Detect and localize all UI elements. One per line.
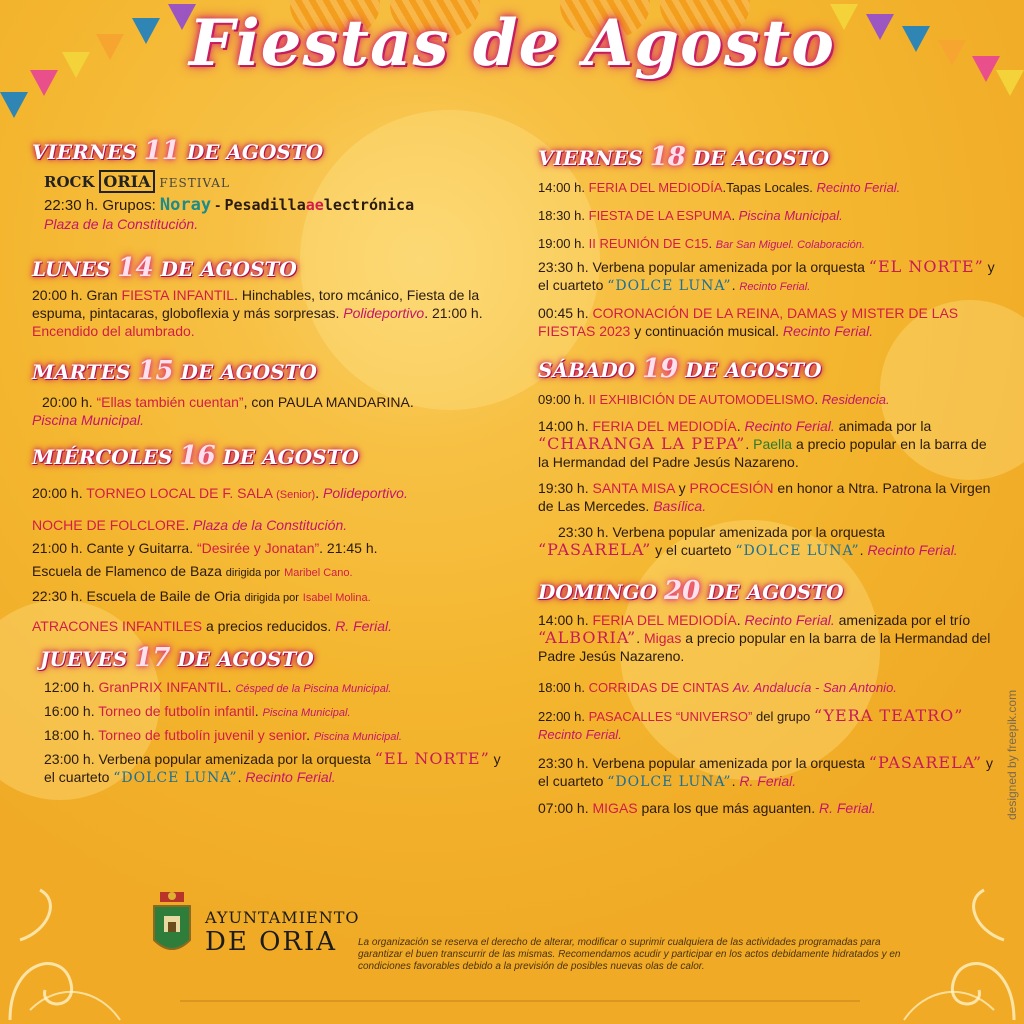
day-name: VIERNES [32,140,137,164]
day-heading-martes-15: MARTES 15 DE AGOSTO [32,356,317,386]
event-migas: 07:00 h. MIGAS para los que más aguanten. R. Ferial. [538,800,876,816]
day-month: DE AGOSTO [186,140,324,164]
event-ellas-tambien: 20:00 h. “Ellas también cuentan”, con PAULA MANDARINA. [42,394,414,410]
event-verbena-jueves: 23:00 h. Verbena popular amenizada por la orquesta “EL NORTE” y el cuarteto “DOLCE LUNA”. Recinto Ferial. [44,749,501,786]
event-feria-mediodia-viernes: 14:00 h. FERIA DEL MEDIODÍA.Tapas Locales. Recinto Ferial. [538,180,901,195]
event-verbena-viernes: 23:30 h. Verbena popular amenizada por la orquesta “EL NORTE” y el cuarteto “DOLCE LUNA”. Recinto Ferial. [538,257,995,294]
event-place: Plaza de la Constitución. [44,216,199,232]
event-flamenco-baza: Escuela de Flamenco de Baza dirigida por Maribel Cano. [32,563,353,579]
event-coronacion: 00:45 h. CORONACIÓN DE LA REINA, DAMAS y MISTER DE LAS FIESTAS 2023 y continuación musical. Recinto Ferial. [538,305,959,339]
event-santa-misa: 19:30 h. SANTA MISA y PROCESIÓN en honor a Ntra. Patrona la Virgen de Las Mercedes. Basílica. [538,480,991,514]
event-futbolin-juvenil: 18:00 h. Torneo de futbolín juvenil y senior. Piscina Municipal. [44,727,402,743]
event-baile-oria: 22:30 h. Escuela de Baile de Oria dirigida por Isabel Molina. [32,588,371,604]
event-corridas-cintas: 18:00 h. CORRIDAS DE CINTAS Av. Andalucía - San Antonio. [538,680,897,695]
day-number: 11 [143,136,180,166]
day-heading-sabado-19: SÁBADO 19 DE AGOSTO [538,354,822,384]
day-heading-viernes-11 [32,136,502,166]
event-fiesta-espuma: 18:30 h. FIESTA DE LA ESPUMA. Piscina Municipal. [538,208,843,223]
event-rock-festival: 22:30 h. Grupos: Noray - Pesadillaaelectrónica [44,195,415,215]
day-heading-domingo-20: DOMINGO 20 DE AGOSTO [538,576,844,606]
disclaimer-text: La organización se reserva el derecho de alterar, modificar o suprimir cualquiera de las actividades programadas para garantizar el buen transcurrir de las mismas. Recomendamos acudir y participar en los actos debidamente hidratados y en condiciones favorables debido a la previsión de posibles nuevas olas de calor. [358,937,901,972]
day-heading-viernes-18: VIERNES 18 DE AGOSTO [538,142,830,172]
event-fiesta-infantil: 20:00 h. Gran FIESTA INFANTIL. Hinchables, toro mcánico, Fiesta de la espuma, pintacaras, globoflexia y más sorpresas. Polideportivo. 21:00 h. Encendido del alumbrado. [32,287,483,339]
event-cante-guitarra: 21:00 h. Cante y Guitarra. “Desirée y Jonatan”. 21:45 h. [32,540,378,556]
freepik-credit: designed by freepik.com [1005,689,1019,820]
rock-oria-festival-logo: ROCK ORIA FESTIVAL [44,172,230,191]
event-feria-mediodia-domingo: 14:00 h. FERIA DEL MEDIODÍA. Recinto Ferial. amenizada por el trío “ALBORIA”. Migas a precio popular en la barra de la Hermandad del Padre Jesús Nazareno. [538,612,991,664]
footer-divider [180,1000,860,1002]
right-column [538,142,998,817]
event-place: Piscina Municipal. [32,412,145,428]
left-column [32,136,502,787]
event-pasacalles: 22:00 h. PASACALLES “UNIVERSO” del grupo “YERA TEATRO” Recinto Ferial. [538,706,964,742]
bunting-flag-icon [0,92,28,118]
event-automodelismo: 09:00 h. II EXHIBICIÓN DE AUTOMODELISMO. Residencia. [538,392,890,407]
band-pesadilla: Pesadillaaelectrónica [224,196,415,214]
event-noche-folclore: NOCHE DE FOLCLORE. Plaza de la Constitución. [32,517,348,533]
event-reunion-c15: 19:00 h. II REUNIÓN DE C15. Bar San Miguel. Colaboración. [538,236,865,251]
day-heading-jueves-17: JUEVES 17 DE AGOSTO [40,643,314,673]
event-granprix: 12:00 h. GranPRIX INFANTIL. Césped de la Piscina Municipal. [44,679,392,695]
corner-ornament-right-icon [884,860,1024,1024]
organizer-logo-text: AYUNTAMIENTO DE ORIA [205,908,360,957]
corner-ornament-left-icon [0,860,140,1024]
poster-title: Fiestas de Agosto [189,6,835,81]
day-heading-lunes-14: LUNES 14 DE AGOSTO [32,253,297,283]
event-atracones: ATRACONES INFANTILES a precios reducidos. R. Ferial. [32,618,392,634]
jueves-events [32,678,502,787]
event-feria-mediodia-sabado: 14:00 h. FERIA DEL MEDIODÍA. Recinto Ferial. animada por la “CHARANGA LA PEPA”. Paella a precio popular en la barra de la Hermandad del Padre Jesús Nazareno. [538,418,987,470]
event-verbena-sabado: 23:30 h. Verbena popular amenizada por la orquesta “PASARELA” y el cuarteto “DOLCE LUNA”. Recinto Ferial. [538,524,958,559]
town-crest-icon [150,892,194,962]
day-heading-miercoles-16: MIÉRCOLES 16 DE AGOSTO [32,441,359,471]
band-noray: Noray [159,195,212,215]
event-verbena-domingo: 23:30 h. Verbena popular amenizada por la orquesta “PASARELA” y el cuarteto “DOLCE LUNA”. R. Ferial. [538,753,993,790]
event-futbolin-infantil: 16:00 h. Torneo de futbolín infantil. Piscina Municipal. [44,703,351,719]
event-torneo-sala: 20:00 h. TORNEO LOCAL DE F. SALA (Senior). Polideportivo. [32,485,408,501]
